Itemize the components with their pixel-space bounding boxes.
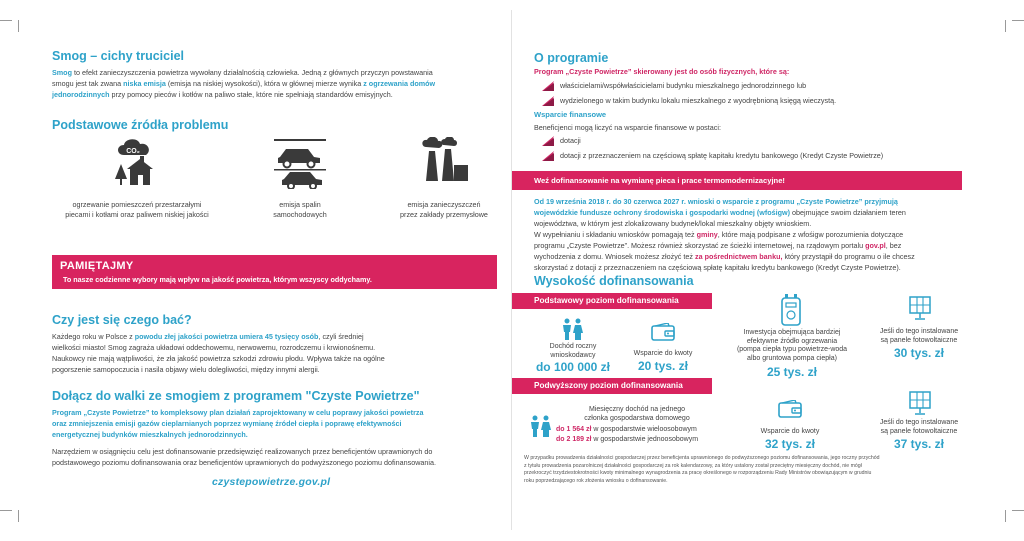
right-panel bbox=[512, 0, 962, 541]
crop-mark bbox=[1012, 510, 1024, 511]
smog-title: Smog – cichy truciciel bbox=[52, 49, 184, 63]
worth-title: Czy jest się czego bać? bbox=[52, 313, 192, 327]
basic-support-value: 20 tys. zł bbox=[637, 359, 689, 373]
remember-title: PAMIĘTAJMY bbox=[60, 260, 134, 272]
levels-title: Wysokość dofinansowania bbox=[534, 274, 694, 288]
basic-support-label: Wsparcie do kwoty bbox=[633, 350, 693, 357]
smog-paragraph: Smog to efekt zanieczyszczenia powietrza wywołany działalnością człowieka. Jedną z głównych przyczyn powstawania smogu jest tak zwana niska emisja (emisja na niskiej wysokości), która w głównej mierze wynika z ogrzewania domów jednorodzinnych przy pomocy pieców i kotłów na paliwo stałe, które nie spełniają standardów emisyjnych. bbox=[52, 68, 436, 99]
support-lead: Beneficjenci mogą liczyć na wsparcie finansowe w postaci: bbox=[534, 123, 721, 132]
source-cars-caption: emisja spalin samochodowych bbox=[273, 200, 327, 219]
basic-invest-caption: Inwestycja obejmująca bardziej efektywne źródło ogrzewania (pompa ciepła typu powietrze-woda albo gruntowa pompa ciepła) bbox=[736, 329, 848, 362]
raised-income-caption: Miesięczny dochód na jednego członka gospodarstwa domowego bbox=[584, 406, 690, 422]
wallet-icon bbox=[778, 400, 802, 418]
sources-title: Podstawowe źródła problemu bbox=[52, 118, 229, 132]
about-bullet-1: właścicielami/współwłaścicielami budynku mieszkalnego jednorodzinnego lub bbox=[560, 81, 807, 90]
join-paragraph: Narzędziem w osiągnięciu celu jest dofinansowanie przedsięwzięć realizowanych przez beneficjentów uprawnionych do podstawowego poziomu dofinansowania oraz beneficjentów uprawnionych do podwyższonego poziomu dofinansowania. bbox=[52, 447, 436, 467]
crop-mark bbox=[18, 510, 19, 522]
crop-mark bbox=[0, 510, 12, 511]
arrow-bullet-icon bbox=[542, 81, 554, 91]
basic-invest-value: 25 tys. zł bbox=[766, 365, 818, 379]
solar-panel-icon bbox=[907, 296, 933, 320]
join-title: Dołącz do walki ze smogiem z programem "Czyste Powietrze" bbox=[52, 389, 420, 403]
house-smoke-icon bbox=[114, 137, 156, 187]
raised-support-label: Wsparcie do kwoty bbox=[760, 428, 820, 435]
solar-panel-icon bbox=[907, 391, 933, 415]
cars-icon bbox=[274, 137, 326, 189]
support-bullet-2: dotacji z przeznaczeniem na częściową spłatę kapitału kredytu bankowego (Kredyt Czyste Powietrze) bbox=[560, 151, 884, 160]
basic-pv-value: 30 tys. zł bbox=[893, 346, 945, 360]
crop-mark bbox=[1012, 20, 1024, 21]
basic-income-value: do 100 000 zł bbox=[535, 360, 611, 374]
worth-paragraph: Każdego roku w Polsce z powodu złej jakości powietrza umiera 45 tysięcy osób, czyli średniej wielkości miasto! Smog zagraża układowi oddechowemu, nerwowemu, rozrodczemu i krwionośnemu. Naukowcy nie mają wątpliwości, że zła jakość powietrza szkodzi zdrowiu płodu. Wpływa także na ogólne pogorszenie samopoczucia i nasila objawy wielu dolegliwości, między innymi alergii. bbox=[52, 332, 385, 374]
raised-level-banner: Podwyższony poziom dofinansowania bbox=[512, 378, 712, 394]
arrow-bullet-icon bbox=[542, 96, 554, 106]
raised-pv-caption: Jeśli do tego instalowane są panele fotowoltaiczne bbox=[879, 419, 959, 435]
arrow-bullet-icon bbox=[542, 151, 554, 161]
crop-mark bbox=[18, 20, 19, 32]
about-bullet-2: wydzielonego w takim budynku lokalu mieszkalnego z wyodrębnioną księgą wieczystą. bbox=[560, 96, 837, 105]
people-icon bbox=[530, 415, 552, 437]
basic-level-banner: Podstawowy poziom dofinansowania bbox=[512, 293, 712, 309]
raised-support-value: 32 tys. zł bbox=[764, 437, 816, 451]
apply-paragraph: Od 19 września 2018 r. do 30 czerwca 2027 r. wnioski o wsparcie z programu „Czyste Powietrze” przyjmują wojewódzkie fundusze ochrony środowiska i gospodarki wodnej (wfośigw) obejmujące swoim działaniem teren województwa, w którym jest zlokalizowany budynek/lokal mieszkalny objęty wnioskiem. W wypełnianiu i składaniu wniosków pomagają też gminy, które mają podpisane z wfośigw porozumienia dotyczące programu „Czyste Powietrze”. Możesz również skorzystać ze ścieżki internetowej, na rządowym portalu gov.pl, bez wychodzenia z domu. Wniosek możesz złożyć też za pośrednictwem banku, który przystąpił do programu o ile chcesz skorzystać z dotacji z przeznaczeniem na częściową spłatę kapitału kredytu bankowego (Kredyt Czyste Powietrze). bbox=[534, 197, 915, 272]
remember-text: To nasze codzienne wybory mają wpływ na jakość powietrza, którym wszyscy oddychamy. bbox=[63, 275, 372, 284]
crop-mark bbox=[1005, 510, 1006, 522]
raised-income-rows: do 1 564 zł w gospodarstwie wieloosobowym do 2 189 zł w gospodarstwie jednoosobowym bbox=[556, 426, 699, 443]
support-title: Wsparcie finansowe bbox=[534, 110, 607, 119]
source-industry-caption: emisja zanieczyszczeń przez zakłady przemysłowe bbox=[400, 200, 488, 219]
basic-income-caption: Dochód roczny wnioskodawcy bbox=[549, 343, 597, 359]
remember-banner bbox=[52, 255, 497, 289]
crop-mark bbox=[1005, 20, 1006, 32]
source-heating-caption: ogrzewanie pomieszczeń przestarzałymi piecami i kotłami oraz paliwem niskiej jakości bbox=[65, 200, 209, 219]
website-link[interactable]: czystepowietrze.gov.pl bbox=[212, 476, 331, 488]
wallet-icon bbox=[651, 323, 675, 341]
subsidy-banner: Weź dofinansowanie na wymianę pieca i prace termomodernizacyjne! bbox=[512, 171, 962, 190]
heat-pump-icon bbox=[780, 293, 802, 327]
about-lead: Program „Czyste Powietrze” skierowany jest do osób fizycznych, które są: bbox=[534, 67, 790, 76]
basic-pv-caption: Jeśli do tego instalowane są panele fotowoltaiczne bbox=[879, 328, 959, 344]
footnote: W przypadku prowadzenia działalności gospodarczej przez beneficjenta uprawnionego do podwyższonego poziomu dofinansowania, jego roczny przychód z tytułu prowadzenia pozarolniczej działalności gospodarczej za rok kalendarzowy, za który ustalony został przeciętny miesięczny dochód, nie mógł przekroczyć trzydziestokrotności kwoty minimalnego wynagrodzenia za pracę określonego w rozporządzeniu Rady Ministrów obowiązującym w grudniu roku poprzedzającego rok złożenia wniosku o dofinansowanie. bbox=[524, 455, 880, 484]
join-bold-paragraph: Program „Czyste Powietrze” to kompleksowy plan działań zaprojektowany w celu poprawy jakości powietrza oraz zmniejszenia emisji gazów cieplarnianych poprzez wymianę źródeł ciepła i poprawę efektywności energetycznej budynków mieszkalnych jednorodzinnych. bbox=[52, 408, 424, 439]
people-icon bbox=[562, 318, 584, 340]
raised-pv-value: 37 tys. zł bbox=[893, 437, 945, 451]
arrow-bullet-icon bbox=[542, 136, 554, 146]
crop-mark bbox=[0, 20, 12, 21]
factory-icon bbox=[420, 137, 468, 183]
co2-label: CO₂ bbox=[126, 148, 140, 155]
about-title: O programie bbox=[534, 51, 609, 65]
support-bullet-1: dotacji bbox=[560, 136, 581, 145]
left-panel bbox=[52, 0, 497, 541]
